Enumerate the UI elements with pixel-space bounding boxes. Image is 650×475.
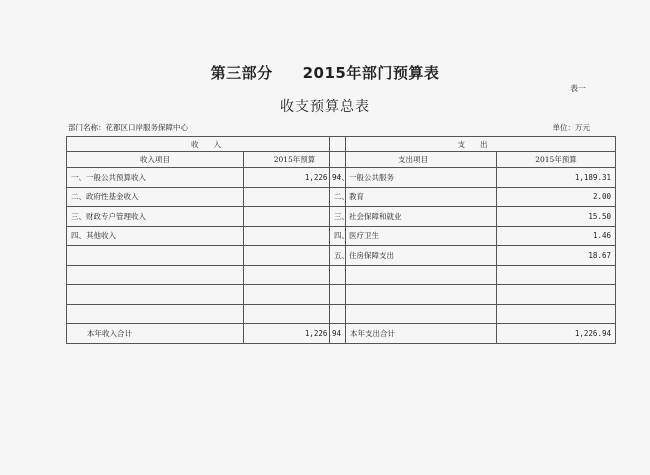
expense-item-header: 支出项目 — [330, 152, 497, 168]
expense-value — [497, 304, 616, 324]
table-row — [330, 187, 616, 207]
table-subtitle: 收支预算总表 — [280, 99, 370, 115]
income-column-headers — [67, 152, 346, 168]
expense-value: 18.67 — [497, 246, 616, 266]
report-title: 2015年部门预算表 — [302, 64, 440, 82]
department — [68, 122, 188, 133]
income-item: 一、一般公共预算收入 — [67, 168, 244, 188]
income-item — [67, 246, 244, 266]
table-row — [67, 226, 346, 246]
department-name: 花都区口岸服务保障中心 — [105, 123, 188, 132]
expense-item — [330, 285, 497, 305]
expense-item — [330, 265, 497, 285]
income-section-row — [67, 137, 346, 152]
table-row — [67, 187, 346, 207]
table-row — [67, 304, 346, 324]
expense-section-header: 支 出 — [330, 137, 616, 152]
expense-table — [329, 136, 616, 344]
expense-item: 五、住房保障支出 — [330, 246, 497, 266]
income-total-value: 1,226.94 — [244, 324, 346, 344]
table-row — [330, 168, 616, 188]
table-row — [330, 226, 616, 246]
expense-section-row — [330, 137, 616, 152]
department-label: 部门名称： — [68, 123, 106, 132]
income-section-header: 收 入 — [67, 137, 346, 152]
table-row — [67, 168, 346, 188]
expense-value — [497, 265, 616, 285]
part-label: 第三部分 — [210, 64, 273, 82]
income-item: 二、政府性基金收入 — [67, 187, 244, 207]
income-total-row — [67, 324, 346, 344]
income-budget-header: 2015年预算 — [244, 152, 346, 168]
expense-total-row — [330, 324, 616, 344]
expense-item: 四、医疗卫生 — [330, 226, 497, 246]
table-number: 表一 — [570, 84, 586, 93]
income-item: 四、其他收入 — [67, 226, 244, 246]
table-row — [330, 246, 616, 266]
table-row — [67, 285, 346, 305]
expense-value: 2.00 — [497, 187, 616, 207]
table-row — [330, 265, 616, 285]
expense-budget-header: 2015年预算 — [497, 152, 616, 168]
income-total-label: 本年收入合计 — [67, 324, 244, 344]
expense-item — [330, 304, 497, 324]
income-table — [66, 136, 346, 344]
expense-column-headers — [330, 152, 616, 168]
table-row — [67, 207, 346, 227]
unit-label: 单位：万元 — [552, 123, 590, 132]
table-row — [330, 304, 616, 324]
expense-item: 三、社会保障和就业 — [330, 207, 497, 227]
income-item — [67, 265, 244, 285]
income-item: 三、财政专户管理收入 — [67, 207, 244, 227]
table-row — [330, 207, 616, 227]
table-row — [67, 265, 346, 285]
page-title — [0, 62, 650, 83]
expense-item: 一、一般公共服务 — [330, 168, 497, 188]
expense-item: 二、教育 — [330, 187, 497, 207]
expense-total-label: 本年支出合计 — [330, 324, 497, 344]
expense-value: 15.50 — [497, 207, 616, 227]
expense-value: 1.46 — [497, 226, 616, 246]
income-item — [67, 304, 244, 324]
income-item — [67, 285, 244, 305]
table-row — [67, 246, 346, 266]
income-value: 1,226.94 — [244, 168, 346, 188]
expense-value: 1,189.31 — [497, 168, 616, 188]
income-item-header: 收入项目 — [67, 152, 244, 168]
table-row — [330, 285, 616, 305]
expense-value — [497, 285, 616, 305]
expense-total-value: 1,226.94 — [497, 324, 616, 344]
